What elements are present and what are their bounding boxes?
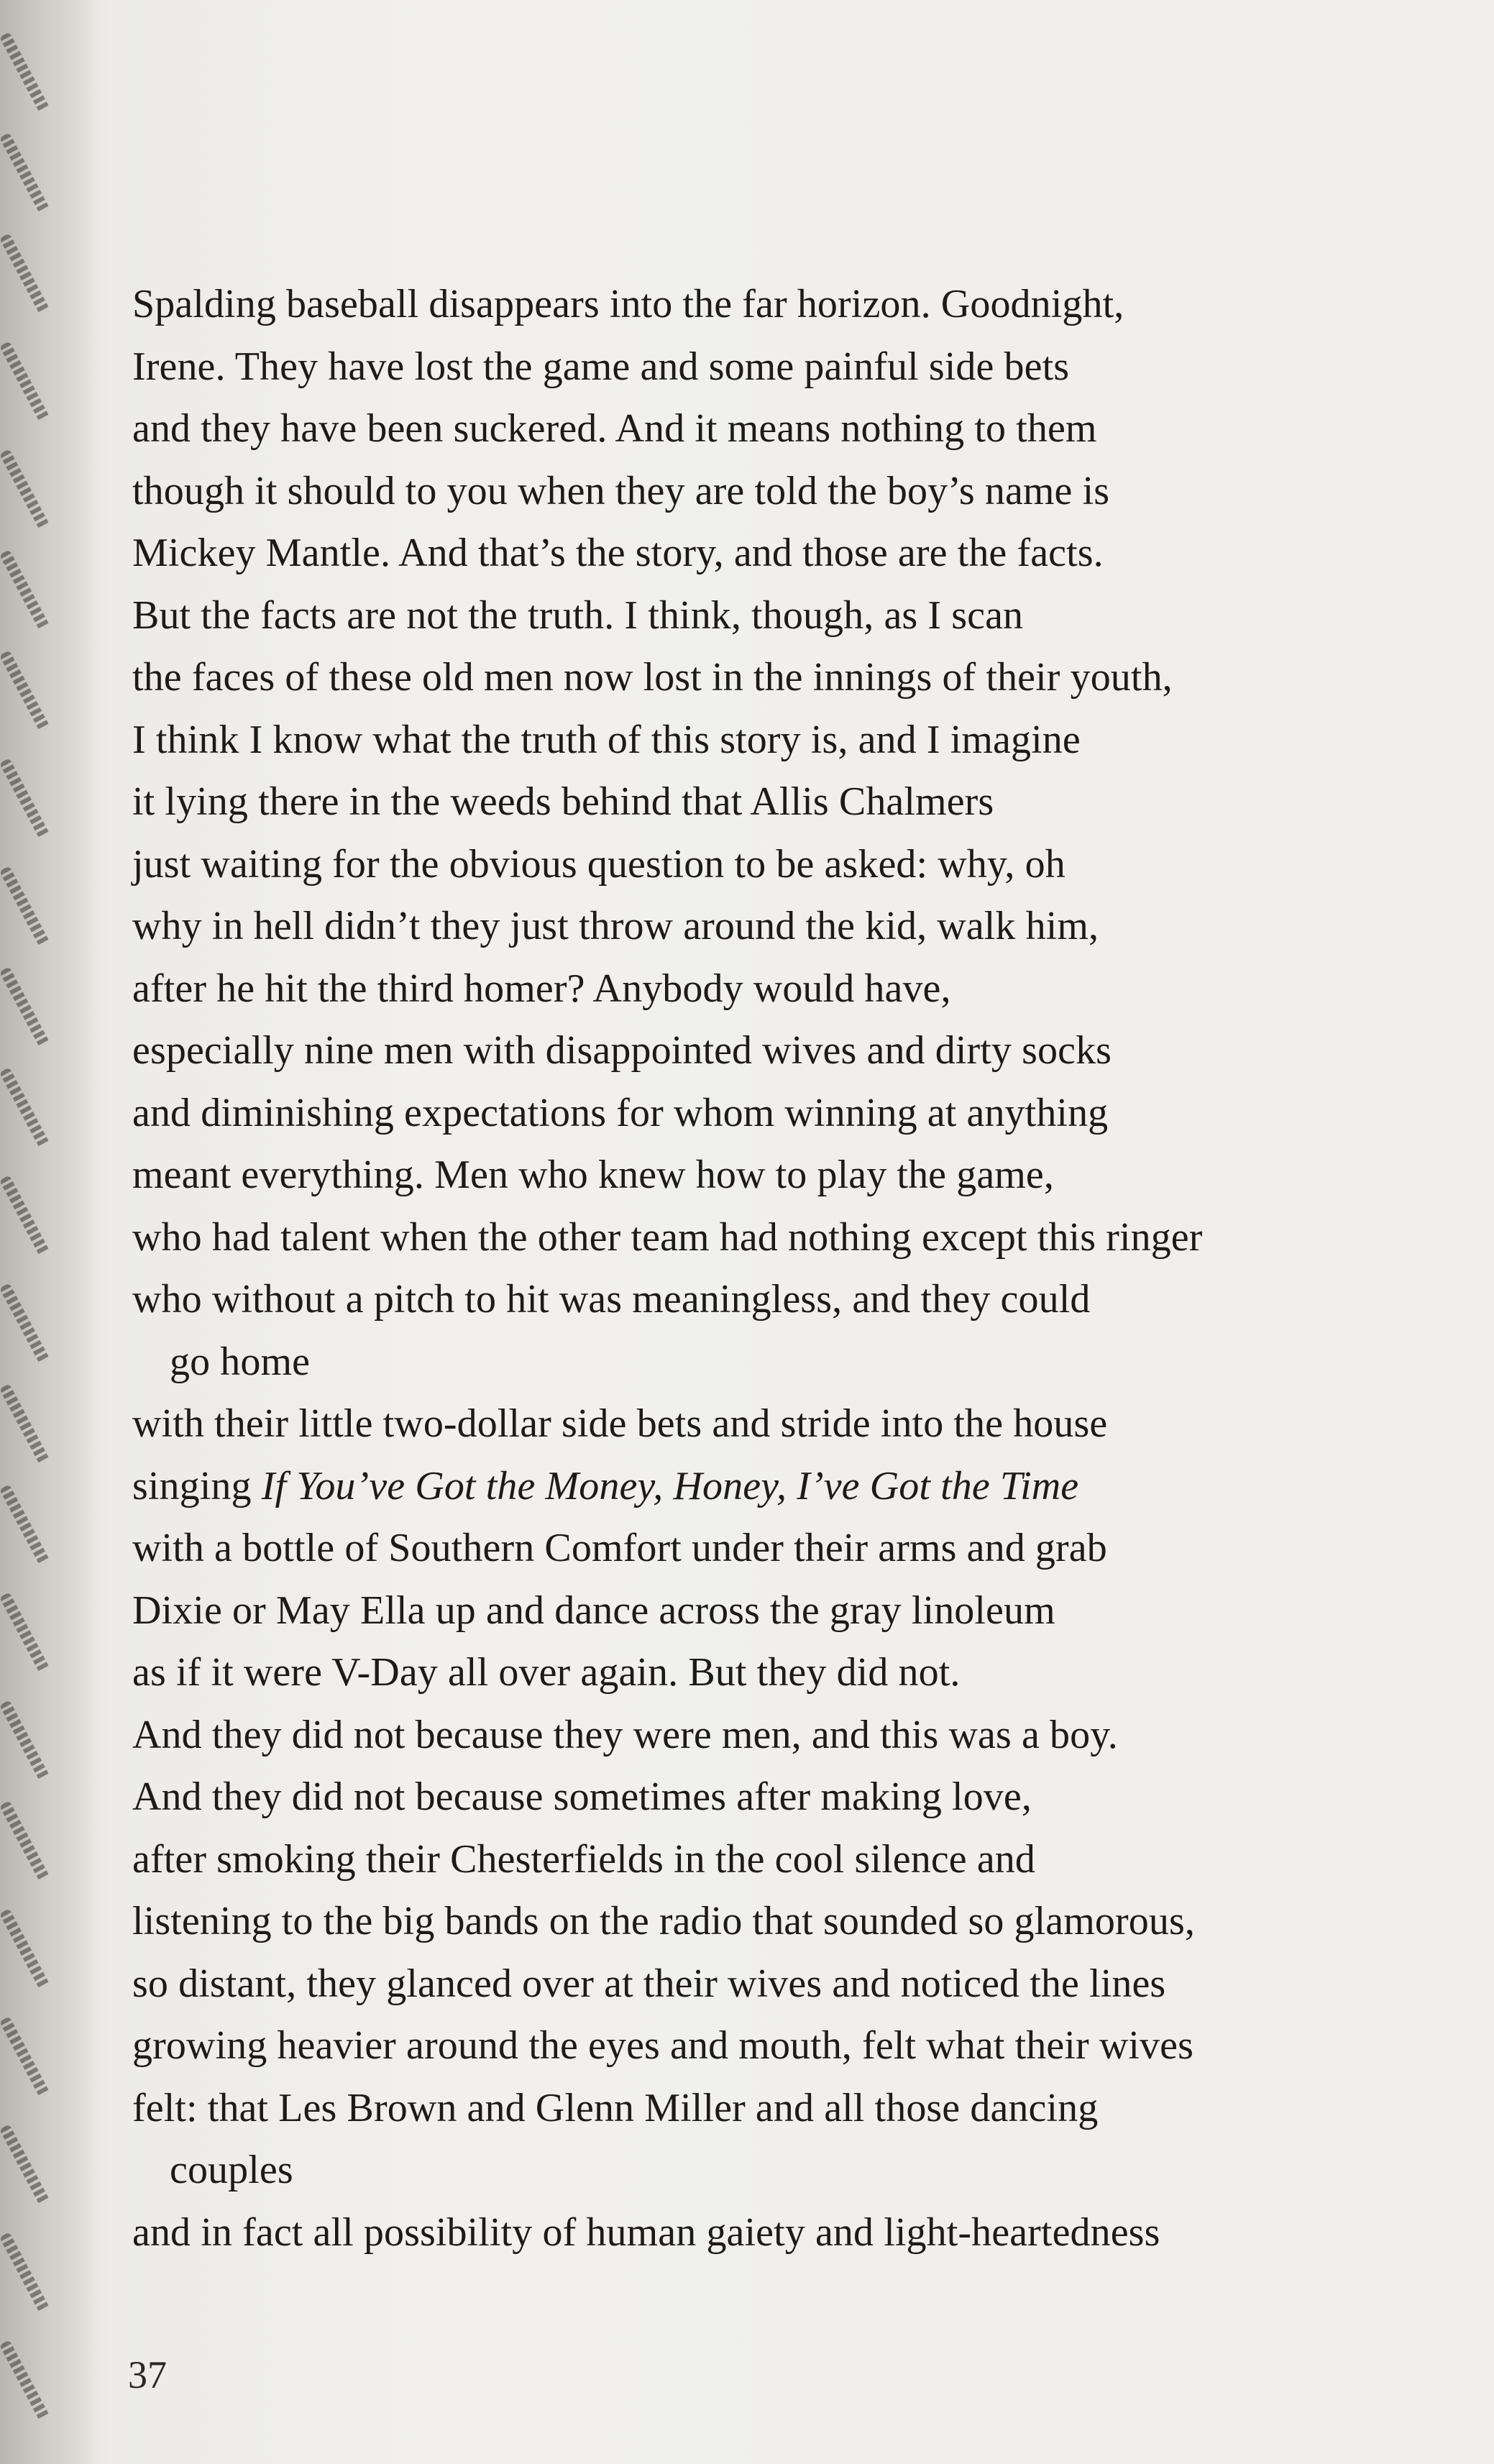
poem-line: listening to the big bands on the radio that sounded so glamorous, [132,1899,1195,1943]
poem-line: But the facts are not the truth. I think, though, as I scan [132,592,1024,638]
poem-line: And they did not because they were men, and this was a boy. [132,1712,1118,1757]
poem-line-with-song-title [132,1455,1477,1518]
poem-line: who had talent when the other team had nothing except this ringer [132,1214,1203,1260]
poem-line-turnover: couples [170,2148,293,2192]
poem-line: and they have been suckered. And it means nothing to them [132,406,1097,451]
poem-line: Dixie or May Ella up and dance across the gray linoleum [132,1588,1055,1633]
poem-line: as if it were V-Day all over again. But they did not. [132,1650,961,1695]
poem-line: after smoking their Chesterfields in the cool silence and [132,1836,1035,1882]
song-title: If You’ve Got the Money, Honey, I’ve Got the Time [261,1463,1079,1508]
poem-line-turnover: go home [170,1339,311,1384]
poem-line: And they did not because sometimes after making love, [132,1774,1032,1819]
poem-line: I think I know what the truth of this story is, and I imagine [132,717,1081,762]
poem-line: with a bottle of Southern Comfort under their arms and grab [132,1526,1107,1570]
page-number: 37 [128,2353,167,2396]
poem-line: Spalding baseball disappears into the far horizon. Goodnight, [132,282,1124,326]
poem-line: and in fact all possibility of human gaiety and light-heartedness [132,2209,1160,2255]
poem-line: who without a pitch to hit was meaningless, and they could [132,1277,1091,1322]
poem-line: the faces of these old men now lost in the innings of their youth, [132,655,1173,700]
poem-line: Irene. They have lost the game and some painful side bets [132,344,1070,389]
poem-line: though it should to you when they are told the boy’s name is [132,468,1110,513]
poem-line: especially nine men with disappointed wives and dirty socks [132,1028,1112,1073]
poem-line: and diminishing expectations for whom winning at anything [132,1090,1109,1135]
poem-line: it lying there in the weeds behind that Allis Chalmers [132,779,994,824]
poem-line: just waiting for the obvious question to be asked: why, oh [132,841,1065,887]
facing-page-text-bleed [0,0,97,2464]
poem-line: after he hit the third homer? Anybody would have, [132,966,951,1011]
poem-line: so distant, they glanced over at their wives and noticed the lines [132,1961,1166,2006]
poem-line: meant everything. Men who knew how to play the game, [132,1153,1054,1197]
poem-line: growing heavier around the eyes and mouth, felt what their wives [132,2023,1193,2068]
poem-line: felt: that Les Brown and Glenn Miller and all those dancing [132,2085,1099,2130]
poem-body [132,273,1477,2263]
poem-line-lead: singing [132,1463,262,1508]
poem-line: with their little two-dollar side bets and stride into the house [132,1401,1108,1446]
poem-line: why in hell didn’t they just throw around the kid, walk him, [132,904,1099,948]
poem-line: Mickey Mantle. And that’s the story, and those are the facts. [132,531,1104,575]
